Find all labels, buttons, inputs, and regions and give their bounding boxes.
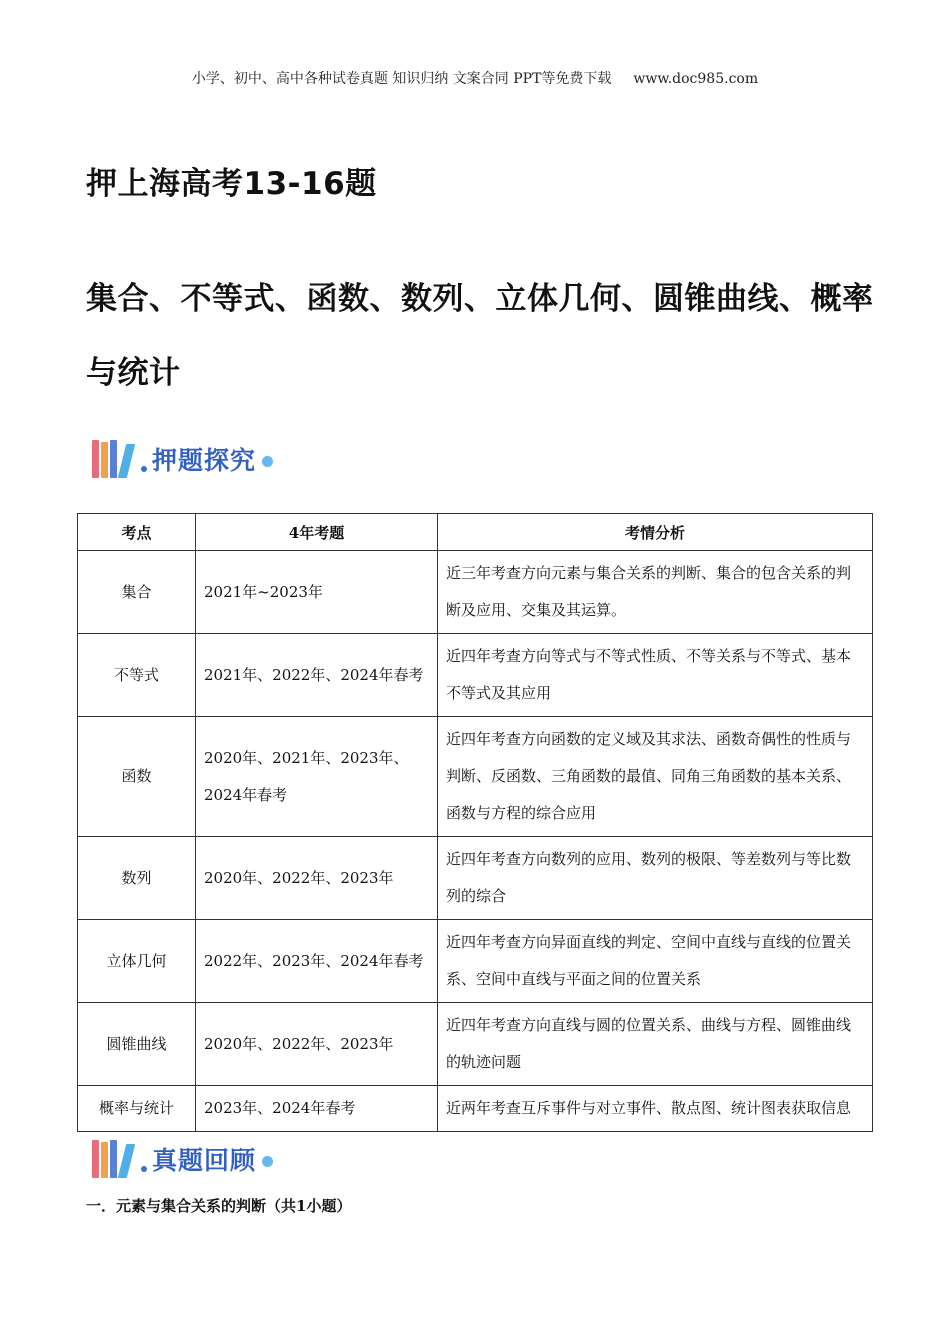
cell-analysis: 近两年考查互斥事件与对立事件、散点图、统计图表获取信息 (438, 1086, 873, 1132)
page-subtitle: 集合、不等式、函数、数列、立体几何、圆锥曲线、概率与统计 (86, 281, 874, 391)
dot-icon (141, 1166, 147, 1172)
books-icon (92, 438, 133, 478)
books-icon (92, 1138, 133, 1178)
column-header-topic: 考点 (78, 514, 196, 551)
cell-years: 2023年、2024年春考 (196, 1086, 438, 1132)
header-site-link[interactable]: www.doc985.com (633, 71, 759, 87)
section-header-review (92, 1130, 273, 1178)
page-header (0, 68, 950, 88)
cell-topic: 数列 (78, 837, 196, 920)
cell-years: 2022年、2023年、2024年春考 (196, 920, 438, 1003)
cell-years: 2020年、2022年、2023年 (196, 1003, 438, 1086)
cell-topic: 概率与统计 (78, 1086, 196, 1132)
column-header-analysis: 考情分析 (438, 514, 873, 551)
cell-analysis: 近四年考查方向函数的定义域及其求法、函数奇偶性的性质与判断、反函数、三角函数的最值、同角三角函数的基本关系、函数与方程的综合应用 (438, 717, 873, 837)
table-header-row (78, 514, 873, 551)
dot-icon (141, 466, 147, 472)
cell-analysis: 近四年考查方向数列的应用、数列的极限、等差数列与等比数列的综合 (438, 837, 873, 920)
section-label-review: 真题回顾 (152, 1146, 257, 1175)
cell-analysis: 近四年考查方向异面直线的判定、空间中直线与直线的位置关系、空间中直线与平面之间的位置关系 (438, 920, 873, 1003)
header-text: 小学、初中、高中各种试卷真题 知识归纳 文案合同 PPT等免费下载 (191, 71, 612, 87)
table-row (78, 1086, 873, 1132)
cell-analysis: 近四年考查方向直线与圆的位置关系、曲线与方程、圆锥曲线的轨迹问题 (438, 1003, 873, 1086)
table-row (78, 717, 873, 837)
cell-topic: 集合 (78, 551, 196, 634)
cell-years: 2020年、2022年、2023年 (196, 837, 438, 920)
table-row (78, 551, 873, 634)
table-row (78, 634, 873, 717)
cell-topic: 圆锥曲线 (78, 1003, 196, 1086)
circle-dot-icon (262, 456, 273, 467)
page-title: 押上海高考13-16题 (86, 166, 377, 202)
cell-years: 2020年、2021年、2023年、2024年春考 (196, 717, 438, 837)
cell-years: 2021年~2023年 (196, 551, 438, 634)
cell-topic: 函数 (78, 717, 196, 837)
column-header-years: 4年考题 (196, 514, 438, 551)
circle-dot-icon (262, 1156, 273, 1167)
cell-topic: 不等式 (78, 634, 196, 717)
cell-years: 2021年、2022年、2024年春考 (196, 634, 438, 717)
cell-topic: 立体几何 (78, 920, 196, 1003)
section-label-explore: 押题探究 (152, 446, 257, 475)
question-heading: 一．元素与集合关系的判断（共1小题） (86, 1197, 352, 1215)
cell-analysis: 近四年考查方向等式与不等式性质、不等关系与不等式、基本不等式及其应用 (438, 634, 873, 717)
table-row (78, 920, 873, 1003)
table-row (78, 1003, 873, 1086)
cell-analysis: 近三年考查方向元素与集合关系的判断、集合的包含关系的判断及应用、交集及其运算。 (438, 551, 873, 634)
exam-analysis-table (77, 513, 873, 1132)
table-row (78, 837, 873, 920)
section-header-explore (92, 430, 273, 478)
